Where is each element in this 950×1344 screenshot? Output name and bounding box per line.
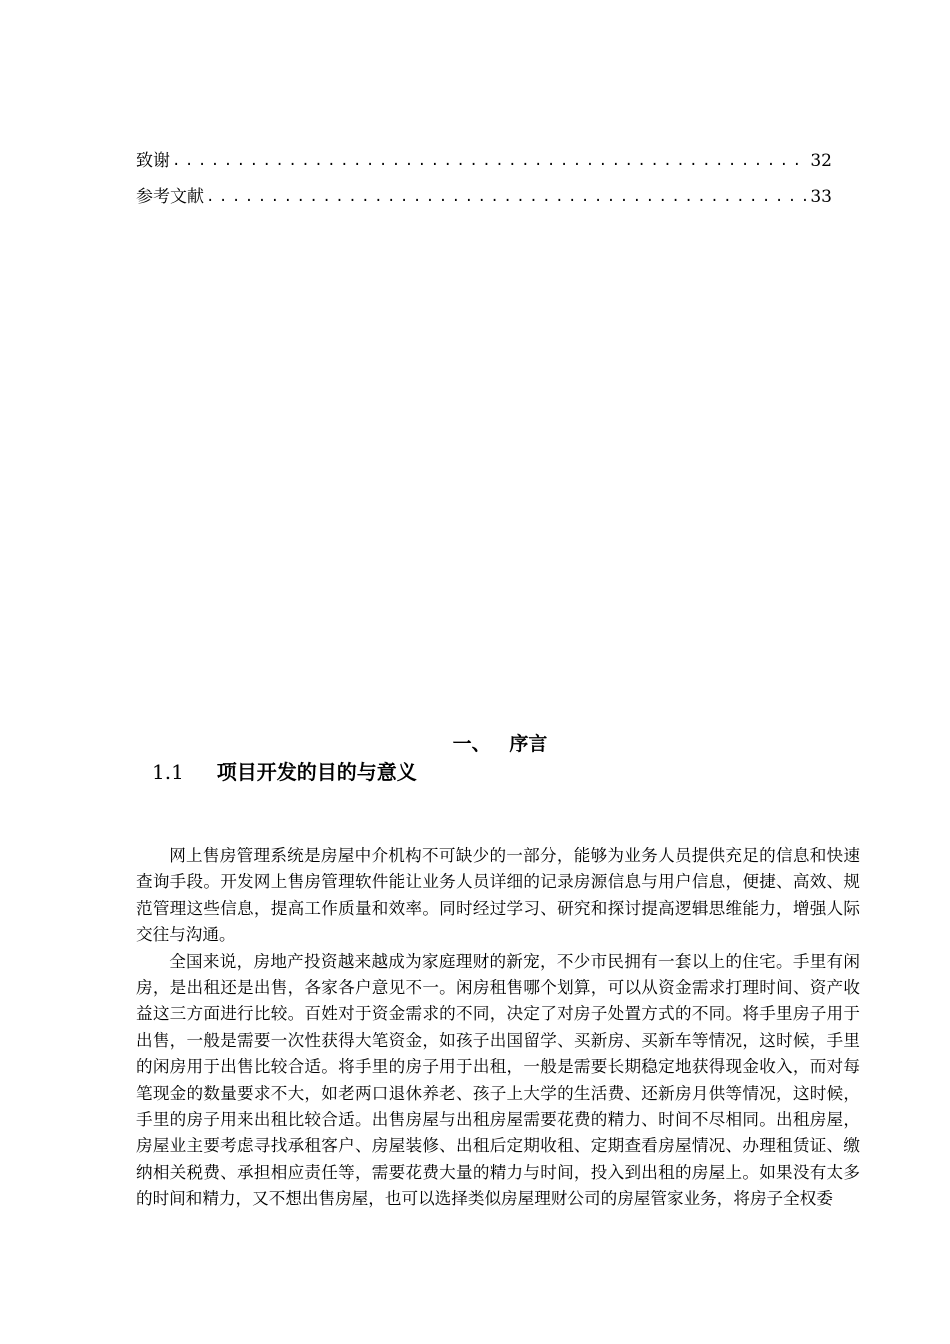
toc-entry-page: 33: [810, 187, 832, 207]
chapter-heading: [0, 729, 950, 756]
toc-leader-dots: [204, 186, 806, 208]
chapter-title: 序言: [509, 733, 548, 755]
section-number: 1.1: [152, 760, 184, 784]
toc-leader-dots: [170, 150, 806, 172]
section-heading: [152, 756, 417, 785]
paragraph: 全国来说，房地产投资越来越成为家庭理财的新宠，不少市民拥有一套以上的住宅。手里有闲房，是出租还是出售，各家各户意见不一。闲房租售哪个划算，可以从资金需求打理时间、资产收益这三方面进行比较。百姓对于资金需求的不同，决定了对房子处置方式的不同。将手里房子用于出售，一般是需要一次性获得大笔资金，如孩子出国留学、买新房、买新车等情况，这时候，手里的闲房用于出售比较合适。将手里的房子用于出租，一般是需要长期稳定地获得现金收入，而对每笔现金的数量要求不大，如老两口退休养老、孩子上大学的生活费、还新房月供等情况，这时候，手里的房子用来出租比较合适。出售房屋与出租房屋需要花费的精力、时间不尽相同。出租房屋，房屋业主要考虑寻找承租客户、房屋装修、出租后定期收租、定期查看房屋情况、办理租赁证、缴纳相关税费、承担相应责任等，需要花费大量的精力与时间，投入到出租的房屋上。如果没有太多的时间和精力，又不想出售房屋，也可以选择类似房屋理财公司的房屋管家业务，将房子全权委: [136, 951, 860, 1209]
section-title: 项目开发的目的与意义: [216, 760, 417, 784]
body-text: [136, 843, 860, 1213]
toc-entry-title: 参考文献: [136, 187, 204, 207]
chapter-number: 一、: [452, 733, 491, 755]
toc-entry-page: 32: [810, 151, 832, 171]
toc-entry-title: 致谢: [136, 151, 170, 171]
paragraph: 网上售房管理系统是房屋中介机构不可缺少的一部分，能够为业务人员提供充足的信息和快速查询手段。开发网上售房管理软件能让业务人员详细的记录房源信息与用户信息，便捷、高效、规范管理这些信息，提高工作质量和效率。同时经过学习、研究和探讨提高逻辑思维能力，增强人际交往与沟通。: [136, 846, 860, 945]
toc-entry-acknowledgements[interactable]: [136, 148, 832, 172]
toc-entry-references[interactable]: [136, 184, 832, 208]
